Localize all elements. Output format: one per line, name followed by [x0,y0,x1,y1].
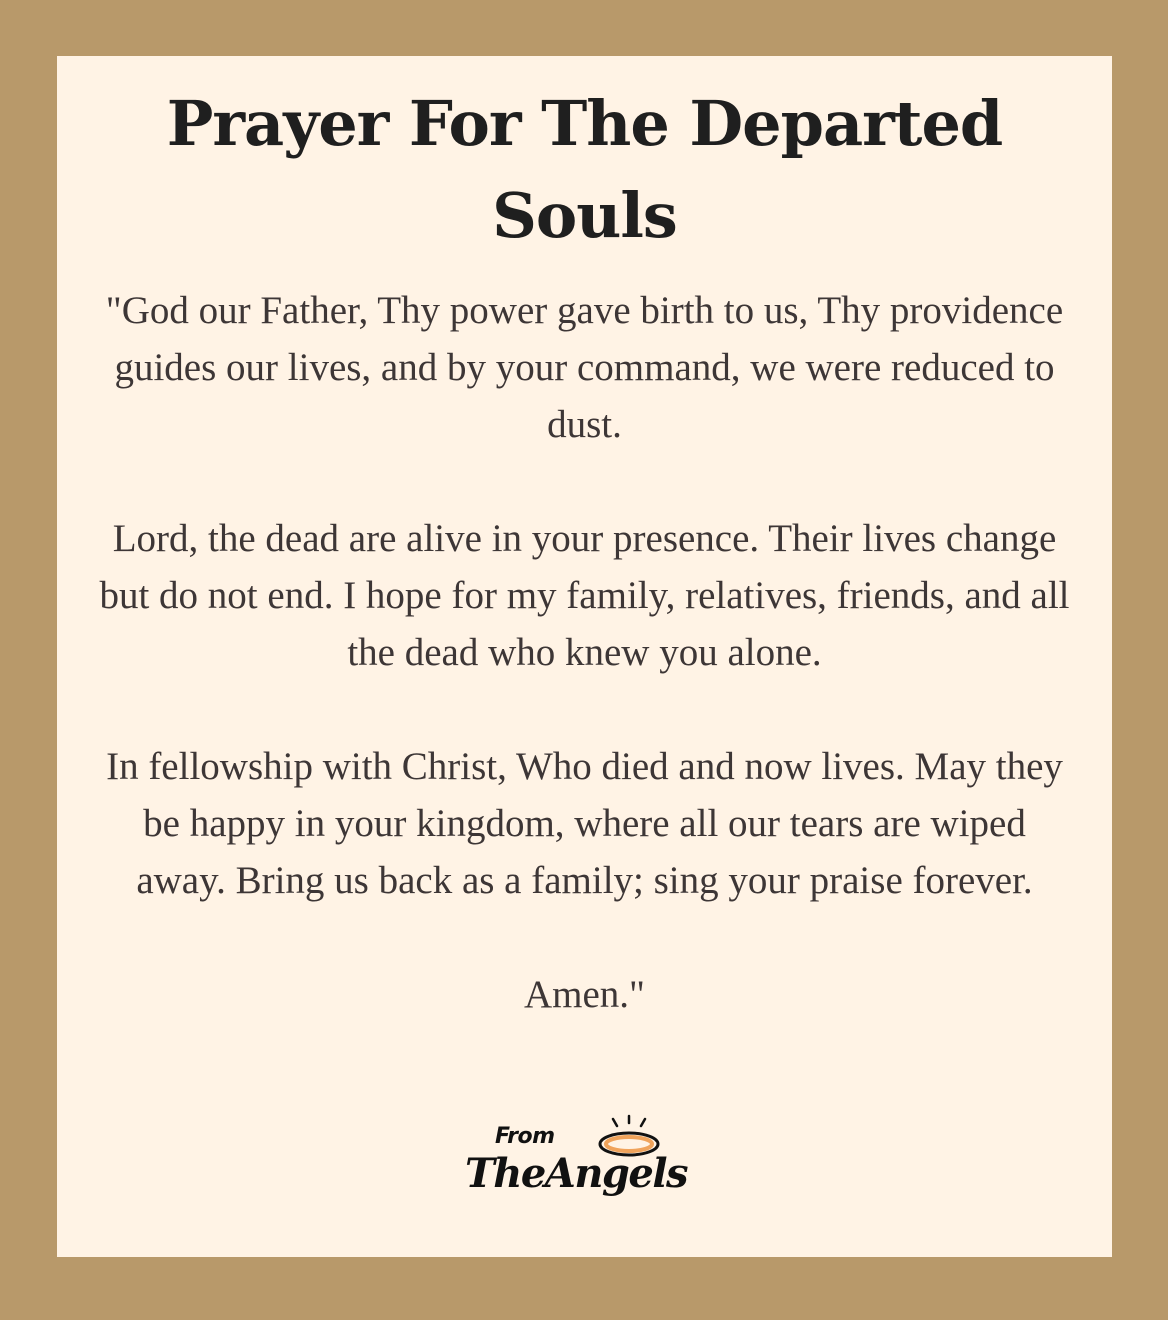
prayer-paragraph-2: Lord, the dead are alive in your presence. Their lives change but do not end. I hope for my family, relatives, friends, and all the dead who knew you alone. [99,517,1070,674]
from-the-angels-logo [461,1114,711,1219]
prayer-card [57,56,1112,1257]
logo-main-text: TheAngels [465,1150,688,1197]
logo-from-text: From [495,1124,555,1149]
prayer-paragraph-1: "God our Father, Thy power gave birth to us, Thy providence guides our lives, and by your command, we were reduced to dust. [105,289,1064,446]
prayer-paragraph-3: In fellowship with Christ, Who died and now lives. May they be happy in your kingdom, where all our tears are wiped away. Bring us back as a family; sing your praise forever. [106,745,1063,902]
prayer-body [97,282,1072,1080]
prayer-paragraph-4: Amen." [524,973,645,1016]
page-title: Prayer For The Departed Souls [166,87,1003,252]
